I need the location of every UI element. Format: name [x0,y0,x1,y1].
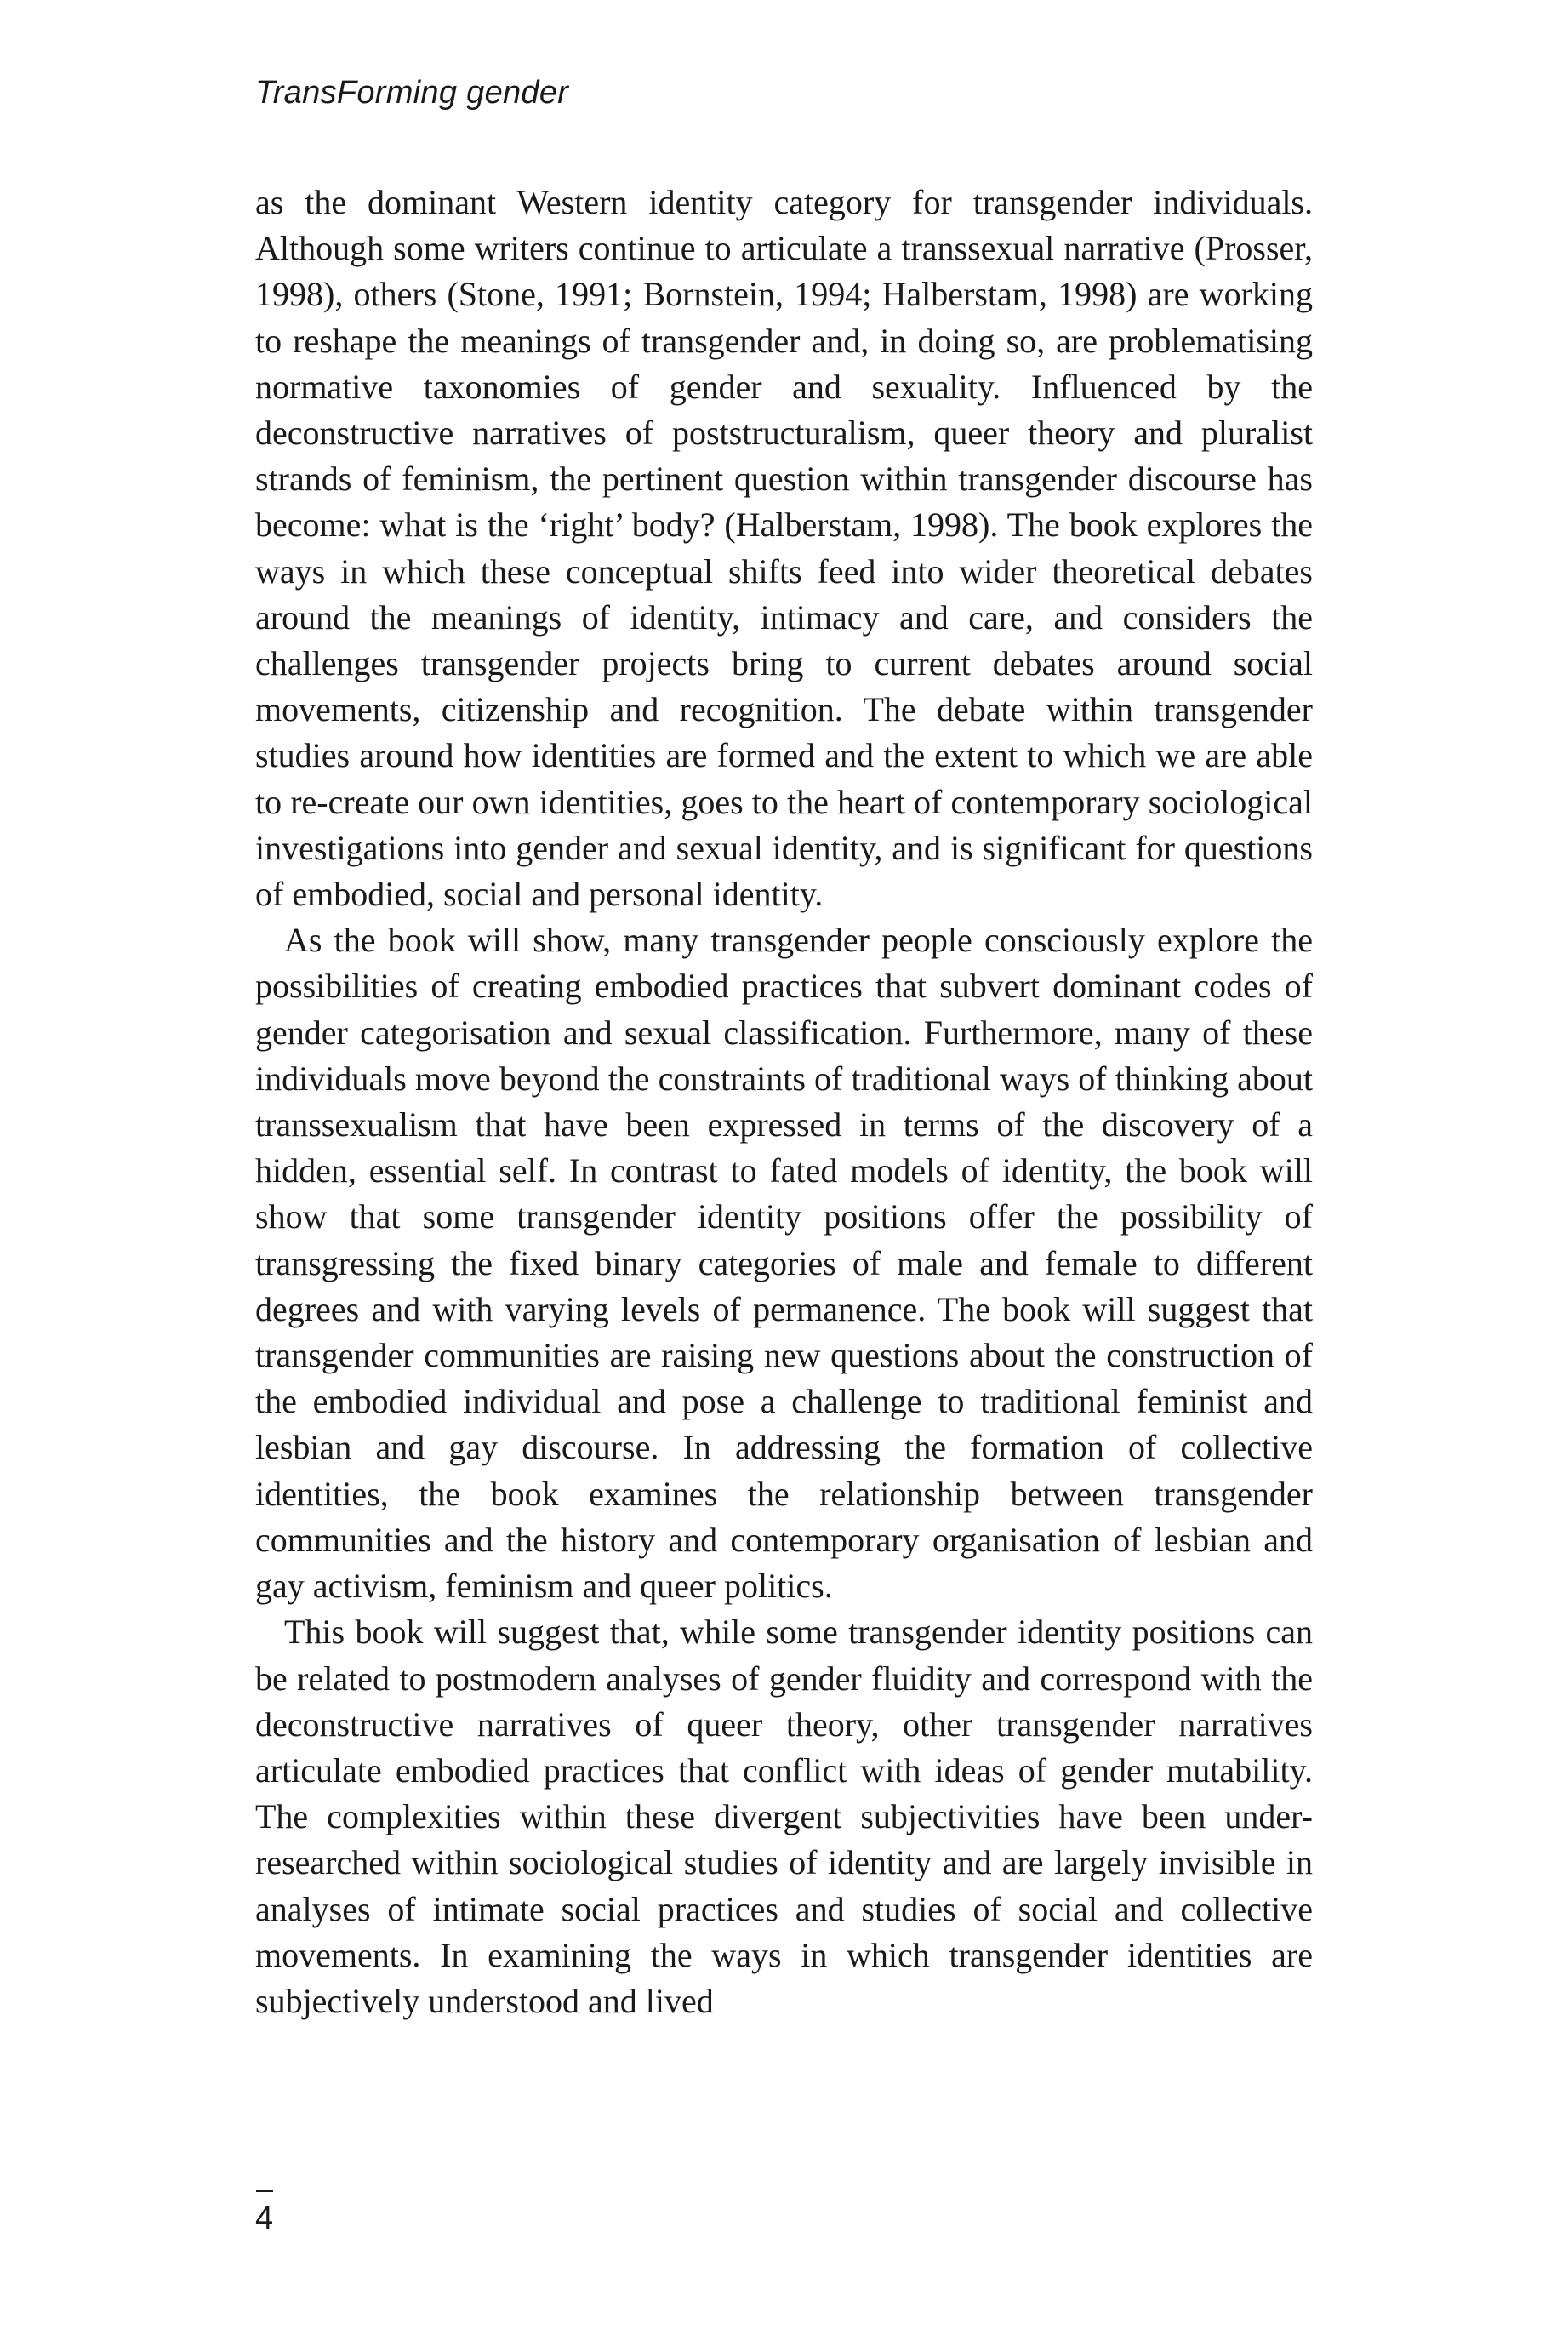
folio-rule [256,2190,273,2192]
paragraph-1: as the dominant Western identity category for transgender individuals. Although some writers continue to articulate a transsexual narrative (Prosser, 1998), others (Stone, 1991; Bornstein, 1994; Halberstam, 1998) are working to reshape the meanings of transgender and, in doing so, are problematising normative taxonomies of gender and sexuality. Influenced by the deconstructive narratives of poststructuralism, queer theory and pluralist strands of feminism, the pertinent question within transgender discourse has become: what is the ‘right’ body? (Halberstam, 1998). The book explores the ways in which these conceptual shifts feed into wider theoretical debates around the meanings of identity, intimacy and care, and considers the challenges transgender projects bring to current debates around social movements, citizenship and recognition. The debate within transgender studies around how identities are formed and the extent to which we are able to re-create our own identities, goes to the heart of contemporary sociological investigations into gender and sexual identity, and is significant for questions of embodied, social and personal identity. [255,183,1313,914]
page-number: 4 [255,2201,274,2236]
body-text [255,180,1313,2024]
paragraph-3: This book will suggest that, while some transgender identity positions can be related to postmodern analyses of gender fluidity and correspond with the deconstructive narratives of queer theory, other transgender narratives articulate embodied practices that conflict with ideas of gender mutability. The complexities within these divergent subjectivities have been under-researched within sociological studies of identity and are largely invisible in analyses of intimate social practices and studies of social and collective movements. In examining the ways in which transgender identities are subjectively understood and lived [255,1613,1313,2020]
paragraph-2: As the book will show, many transgender people consciously explore the possibilities of creating embodied practices that subvert dominant codes of gender categorisation and sexual classification. Furthermore, many of these individuals move beyond the constraints of traditional ways of thinking about transsexualism that have been expressed in terms of the discovery of a hidden, essential self. In contrast to fated models of identity, the book will show that some transgender identity positions offer the possibility of transgressing the fixed binary categories of male and female to different degrees and with varying levels of permanence. The book will suggest that transgender communities are raising new questions about the construction of the embodied individual and pose a challenge to traditional feminist and lesbian and gay discourse. In addressing the formation of collective identities, the book examines the relationship between transgender communities and the history and contemporary organisation of lesbian and gay activism, feminism and queer politics. [255,921,1313,1606]
running-head: TransForming gender [255,75,569,111]
